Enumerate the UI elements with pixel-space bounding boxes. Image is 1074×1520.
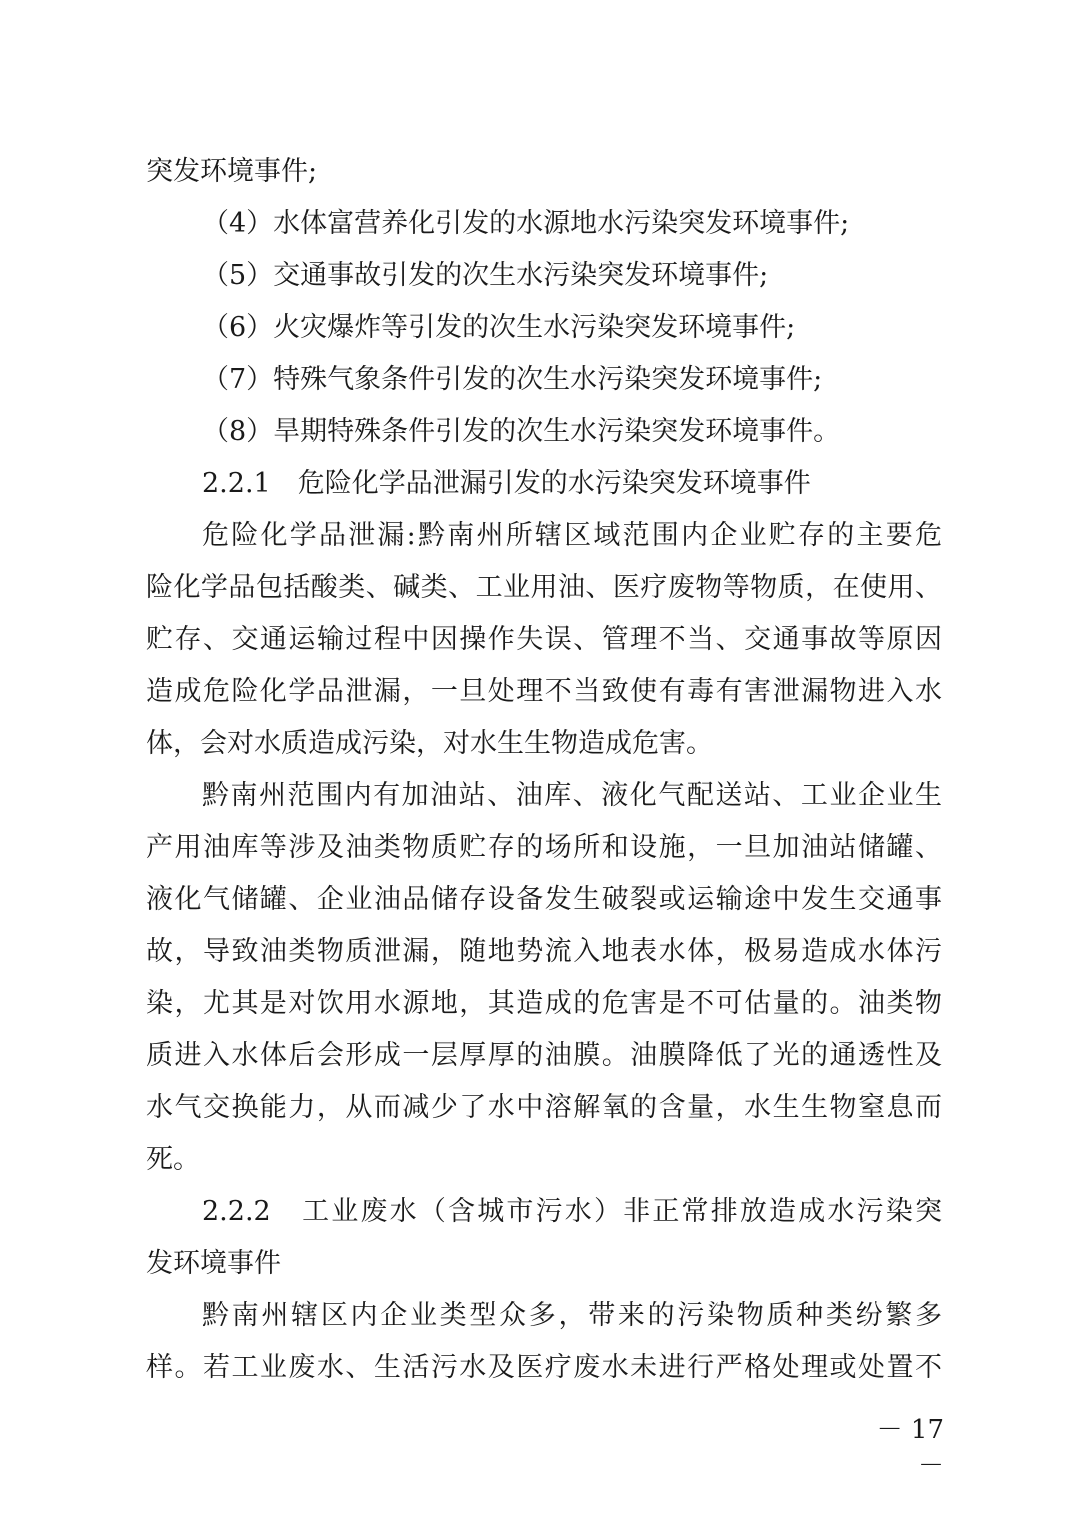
paragraph-line: 体，会对水质造成污染，对水生生物造成危害。 <box>146 728 713 759</box>
text-line: 突发环境事件; <box>146 156 318 187</box>
paragraph-line: 液化气储罐、企业油品储存设备发生破裂或运输途中发生交通事 <box>146 884 942 915</box>
paragraph-line: 故，导致油类物质泄漏，随地势流入地表水体，极易造成水体污 <box>146 936 942 967</box>
list-item-8: （8）旱期特殊条件引发的次生水污染突发环境事件。 <box>202 416 841 447</box>
paragraph-line: 质进入水体后会形成一层厚厚的油膜。油膜降低了光的通透性及 <box>146 1040 942 1071</box>
page-number: － 17 － <box>876 1415 944 1481</box>
paragraph-line: 水气交换能力，从而减少了水中溶解氧的含量，水生生物窒息而 <box>146 1092 942 1123</box>
section-heading-2-2-2-continued: 发环境事件 <box>146 1248 281 1279</box>
paragraph-line: 贮存、交通运输过程中因操作失误、管理不当、交通事故等原因 <box>146 624 942 655</box>
section-heading-2-2-2: 2.2.2 工业废水（含城市污水）非正常排放造成水污染突 <box>202 1196 942 1227</box>
list-item-6: （6）火灾爆炸等引发的次生水污染突发环境事件; <box>202 312 796 343</box>
document-page <box>146 146 942 1394</box>
list-item-5: （5）交通事故引发的次生水污染突发环境事件; <box>202 260 769 291</box>
paragraph-line: 黔南州辖区内企业类型众多，带来的污染物质种类纷繁多 <box>202 1300 942 1331</box>
paragraph-line: 危险化学品泄漏:黔南州所辖区域范围内企业贮存的主要危 <box>202 520 942 551</box>
paragraph-line: 险化学品包括酸类、碱类、工业用油、医疗废物等物质，在使用、 <box>146 572 942 603</box>
paragraph-line: 产用油库等涉及油类物质贮存的场所和设施，一旦加油站储罐、 <box>146 832 942 863</box>
paragraph-line: 黔南州范围内有加油站、油库、液化气配送站、工业企业生 <box>202 780 942 811</box>
paragraph-line: 样。若工业废水、生活污水及医疗废水未进行严格处理或处置不 <box>146 1352 942 1383</box>
paragraph-line: 死。 <box>146 1144 200 1175</box>
section-heading-2-2-1: 2.2.1 危险化学品泄漏引发的水污染突发环境事件 <box>202 468 811 499</box>
list-item-4: （4）水体富营养化引发的水源地水污染突发环境事件; <box>202 208 850 239</box>
paragraph-line: 染，尤其是对饮用水源地，其造成的危害是不可估量的。油类物 <box>146 988 942 1019</box>
list-item-7: （7）特殊气象条件引发的次生水污染突发环境事件; <box>202 364 823 395</box>
paragraph-line: 造成危险化学品泄漏，一旦处理不当致使有毒有害泄漏物进入水 <box>146 676 942 707</box>
